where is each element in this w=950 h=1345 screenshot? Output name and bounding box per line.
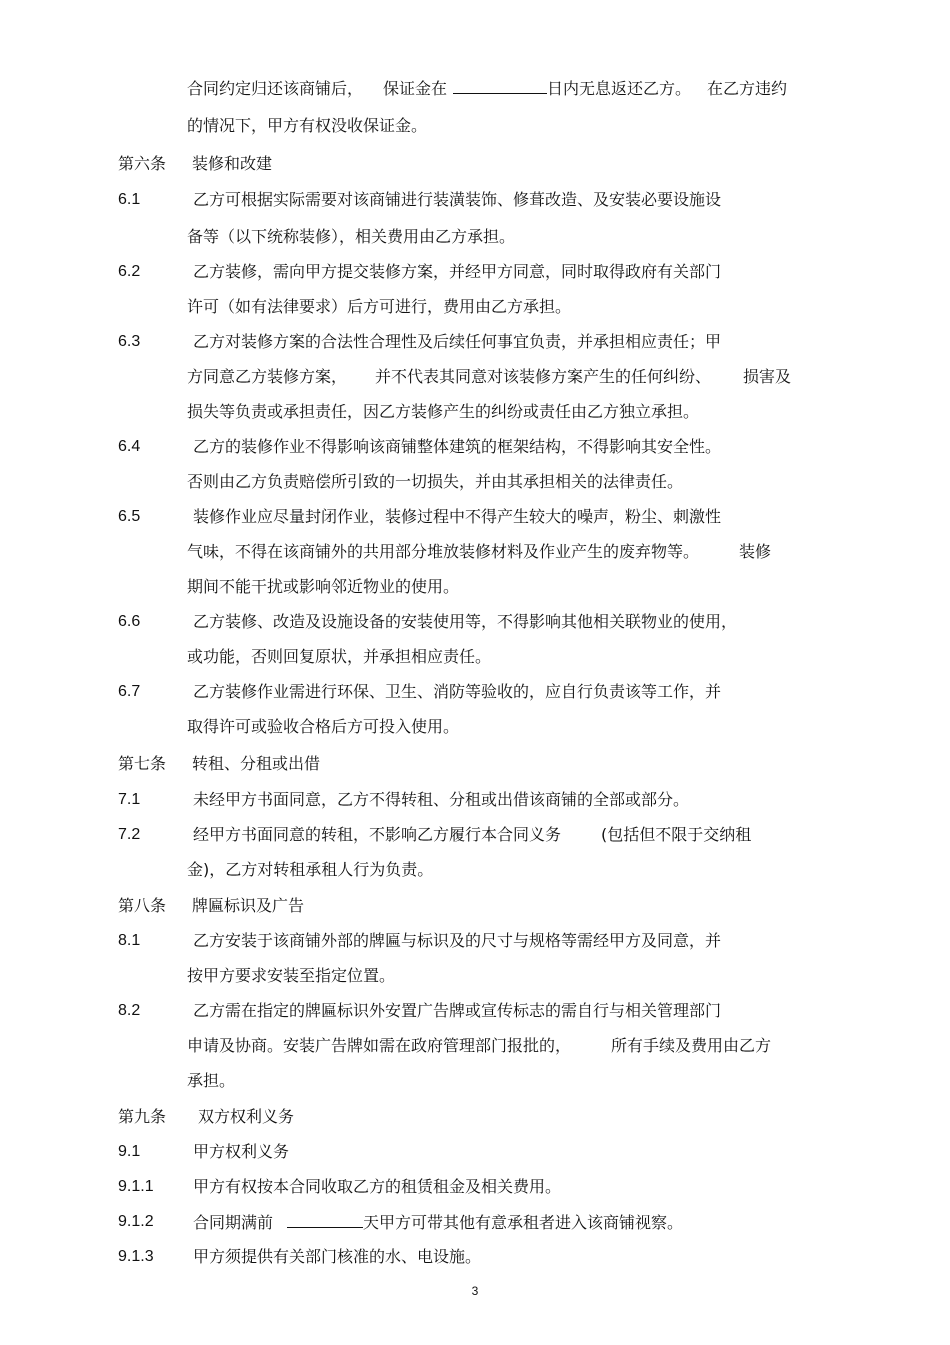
clause-text: 乙方装修、改造及设施设备的安装使用等，不得影响其他相关联物业的使用， [193,612,738,631]
days-blank [287,1212,363,1228]
article-number: 第八条 [118,896,167,915]
clause-number: 7.1 [118,791,141,808]
clause-text: 损失等负责或承担责任，因乙方装修产生的纠纷或责任由乙方独立承担。 [187,402,700,421]
text-segment: 保证金在 [383,79,448,98]
clause-text: 甲方须提供有关部门核准的水、电设施。 [193,1247,482,1266]
text-segment: (包括但不限于交纳租 [601,825,752,844]
article-title: 牌匾标识及广告 [192,896,305,915]
clause-text: 乙方可根据实际需要对该商铺进行装潢装饰、修葺改造、及安装必要设施设 [193,190,722,209]
clause-text [193,825,751,845]
text-segment: 方同意乙方装修方案， [187,367,348,386]
article-number: 第七条 [118,754,167,773]
clause-number: 9.1 [118,1143,141,1160]
clause-text: 乙方需在指定的牌匾标识外安置广告牌或宣传标志的需自行与相关管理部门 [193,1001,722,1020]
article-title: 装修和改建 [192,154,273,173]
deposit-days-blank [453,78,547,94]
article-heading [118,896,304,916]
clause-text: 乙方的装修作业不得影响该商铺整体建筑的框架结构，不得影响其安全性。 [193,437,722,456]
text-segment: 气味，不得在该商铺外的共用部分堆放装修材料及作业产生的废弃物等。 [187,542,700,561]
clause-text: 乙方装修，需向甲方提交装修方案，并经甲方同意，同时取得政府有关部门 [193,262,722,281]
clause-text: 乙方对装修方案的合法性合理性及后续任何事宜负责，并承担相应责任；甲 [193,332,722,351]
article-heading [118,1107,294,1127]
clause-text: 否则由乙方负责赔偿所引致的一切损失，并由其承担相关的法律责任。 [187,472,684,491]
clause-number: 9.1.2 [118,1213,154,1230]
article-title: 双方权利义务 [198,1107,295,1126]
clause-number: 6.3 [118,333,141,350]
clause-number: 6.5 [118,508,141,525]
clause-text: 按甲方要求安装至指定位置。 [187,966,396,985]
clause-number: 9.1.3 [118,1248,154,1265]
text-segment: 并不代表其同意对该装修方案产生的任何纠纷、 [375,367,712,386]
clause-number: 8.2 [118,1002,141,1019]
text-segment: 所有手续及费用由乙方 [611,1036,772,1055]
text-segment: 天甲方可带其他有意承租者进入该商铺视察。 [363,1213,684,1232]
text-segment: 申请及协商。安装广告牌如需在政府管理部门报批的， [187,1036,572,1055]
clause-text: 甲方权利义务 [193,1142,290,1161]
clause-text [193,1212,683,1233]
clause-number: 6.7 [118,683,141,700]
clause-number: 8.1 [118,932,141,949]
text-segment: 日内无息返还乙方。 [547,79,692,98]
article-number: 第六条 [118,154,167,173]
page-number: 3 [471,1284,479,1298]
clause-number: 6.6 [118,613,141,630]
clause-text: 许可（如有法律要求）后方可进行，费用由乙方承担。 [187,297,572,316]
text-segment: 合同期满前 [193,1213,274,1232]
clause-text: 取得许可或验收合格后方可投入使用。 [187,717,460,736]
text-segment: 在乙方违约 [707,79,788,98]
clause-number: 6.4 [118,438,141,455]
clause-text: 金)，乙方对转租承租人行为负责。 [187,860,434,879]
article-number: 第九条 [118,1107,167,1126]
paragraph-line: 的情况下，甲方有权没收保证金。 [187,116,428,135]
clause-text: 或功能，否则回复原状，并承担相应责任。 [187,647,492,666]
clause-text: 装修作业应尽量封闭作业，装修过程中不得产生较大的噪声，粉尘、刺激性 [193,507,722,526]
clause-text [187,367,791,387]
clause-text [187,542,771,562]
clause-number: 9.1.1 [118,1178,154,1195]
clause-text: 未经甲方书面同意，乙方不得转租、分租或出借该商铺的全部或部分。 [193,790,690,809]
text-segment: 损害及 [743,367,792,386]
text-segment: 装修 [739,542,772,561]
clause-text: 甲方有权按本合同收取乙方的租赁租金及相关费用。 [193,1177,562,1196]
paragraph-line [187,78,787,99]
article-title: 转租、分租或出借 [192,754,321,773]
clause-text: 备等（以下统称装修），相关费用由乙方承担。 [187,227,516,246]
clause-number: 6.1 [118,191,141,208]
clause-number: 7.2 [118,826,141,843]
text-segment: 合同约定归还该商铺后， [187,79,364,98]
text-segment: 经甲方书面同意的转租，不影响乙方履行本合同义务 [193,825,562,844]
clause-text: 乙方安装于该商铺外部的牌匾与标识及的尺寸与规格等需经甲方及同意，并 [193,931,722,950]
clause-text: 期间不能干扰或影响邻近物业的使用。 [187,577,460,596]
clause-number: 6.2 [118,263,141,280]
clause-text: 承担。 [187,1071,236,1090]
clause-text [187,1036,771,1056]
clause-text: 乙方装修作业需进行环保、卫生、消防等验收的，应自行负责该等工作，并 [193,682,722,701]
article-heading [118,754,320,774]
article-heading [118,154,272,174]
